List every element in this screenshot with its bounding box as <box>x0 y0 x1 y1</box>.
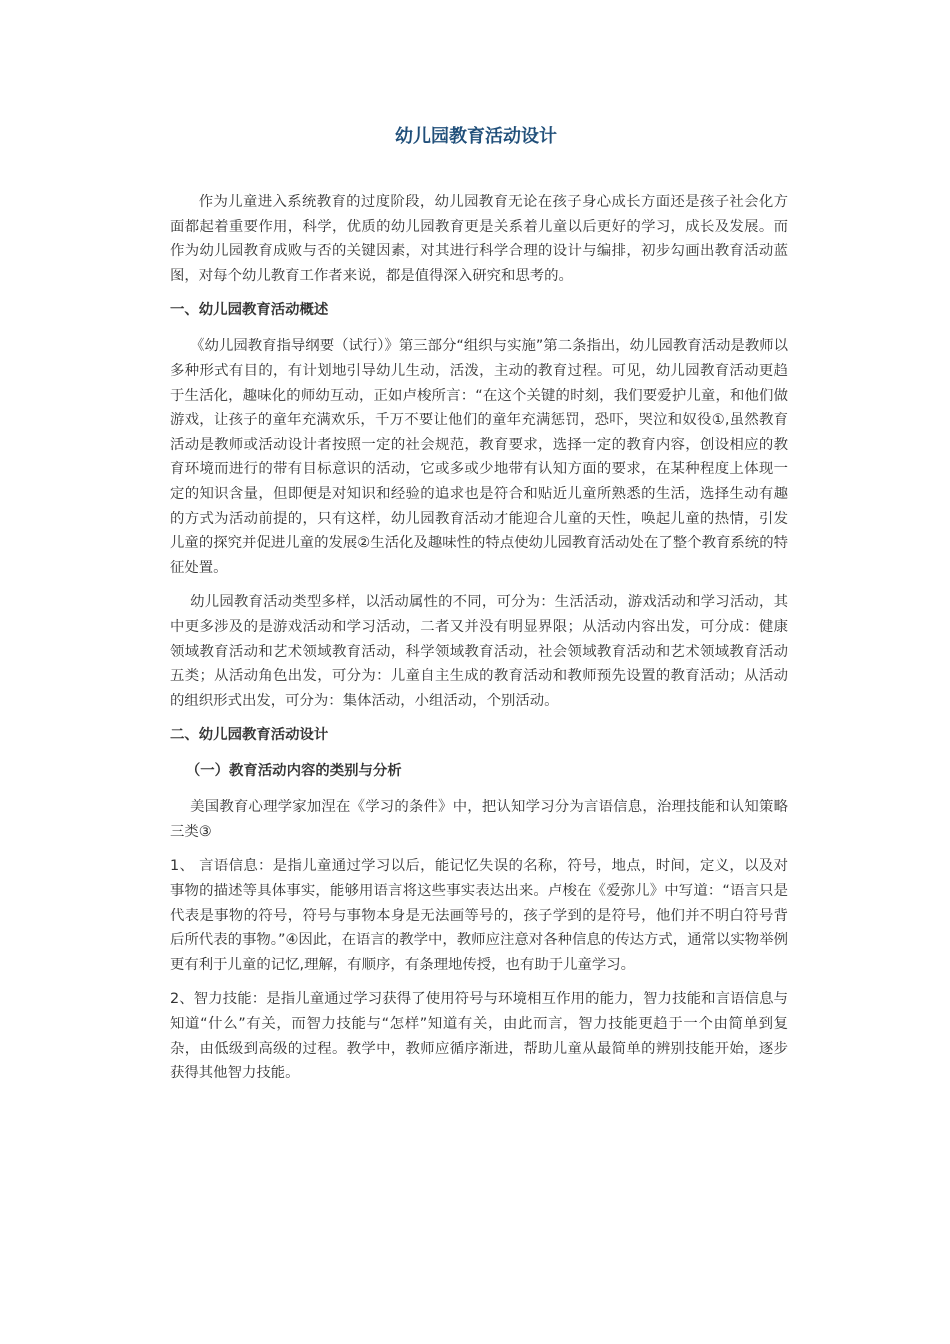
overview-paragraph-1: 《幼儿园教育指导纲要（试行）》第三部分“组织与实施”第二条指出，幼儿园教育活动是教师以多种形式有目的，有计划地引导幼儿生动，活泼，主动的教育过程。可见，幼儿园教育活动更趋于生活化，趣味化的师幼互动，正如卢梭所言：“在这个关键的时刻，我们要爱护儿童，和他们做游戏，让孩子的童年充满欢乐，千万不要让他们的童年充满惩罚，恐吓，哭泣和奴役①,虽然教育活动是教师或活动设计者按照一定的社会规范，教育要求，选择一定的教育内容，创设相应的教育环境而进行的带有目标意识的活动，它或多或少地带有认知方面的要求，在某种程度上体现一定的知识含量，但即便是对知识和经验的追求也是符合和贴近儿童所熟悉的生活，选择生动有趣的方式为活动前提的，只有这样，幼儿园教育活动才能迎合儿童的天性，唤起儿童的热情，引发儿童的探究并促进儿童的发展②生活化及趣味性的特点使幼儿园教育活动处在了整个教育系统的特征处置。 <box>170 338 788 576</box>
list-item-verbal-information: 1、 言语信息：是指儿童通过学习以后，能记忆失误的名称，符号，地点，时间，定义，以及对事物的描述等具体事实，能够用语言将这些事实表达出来。卢梭在《爱弥儿》中写道：“语言只是代表是事物的符号，符号与事物本身是无法画等号的，孩子学到的是符号，他们并不明白符号背后所代表的事物。”④因此，在语言的教学中，教师应注意对各种信息的传达方式，通常以实物举例更有利于儿童的记忆,理解，有顺序，有条理地传授，也有助于儿童学习。 <box>170 858 788 973</box>
list-item-intellectual-skills: 2、智力技能：是指儿童通过学习获得了使用符号与环境相互作用的能力，智力技能和言语信息与知道“什么”有关，而智力技能与“怎样”知道有关，由此而言，智力技能更趋于一个由简单到复杂，由低级到高级的过程。教学中，教师应循序渐进，帮助儿童从最简单的辨别技能开始，逐步获得其他智力技能。 <box>170 991 788 1082</box>
subsection-heading-content-types: （一）教育活动内容的类别与分析 <box>185 763 402 780</box>
intro-paragraph: 作为儿童进入系统教育的过度阶段，幼儿园教育无论在孩子身心成长方面还是孩子社会化方面都起着重要作用，科学，优质的幼儿园教育更是关系着儿童以后更好的学习，成长及发展。而作为幼儿园教育成败与否的关键因素，对其进行科学合理的设计与编排，初步勾画出教育活动蓝图，对每个幼儿教育工作者来说，都是值得深入研究和思考的。 <box>170 194 788 284</box>
document-body <box>170 122 788 1096</box>
section-heading-overview: 一、幼儿园教育活动概述 <box>170 302 329 319</box>
design-paragraph-1: 美国教育心理学家加涅在《学习的条件》中，把认知学习分为言语信息，治理技能和认知策略三类③ <box>170 799 788 840</box>
page-title: 幼儿园教育活动设计 <box>395 126 557 147</box>
section-heading-design: 二、幼儿园教育活动设计 <box>170 727 329 744</box>
overview-paragraph-2: 幼儿园教育活动类型多样，以活动属性的不同，可分为：生活活动，游戏活动和学习活动，其中更多涉及的是游戏活动和学习活动，二者又并没有明显界限；从活动内容出发，可分成：健康领域教育活动和艺术领域教育活动，科学领域教育活动，社会领域教育活动和艺术领域教育活动五类；从活动角色出发，可分为：儿童自主生成的教育活动和教师预先设置的教育活动；从活动的组织形式出发，可分为：集体活动，小组活动，个别活动。 <box>170 594 788 709</box>
